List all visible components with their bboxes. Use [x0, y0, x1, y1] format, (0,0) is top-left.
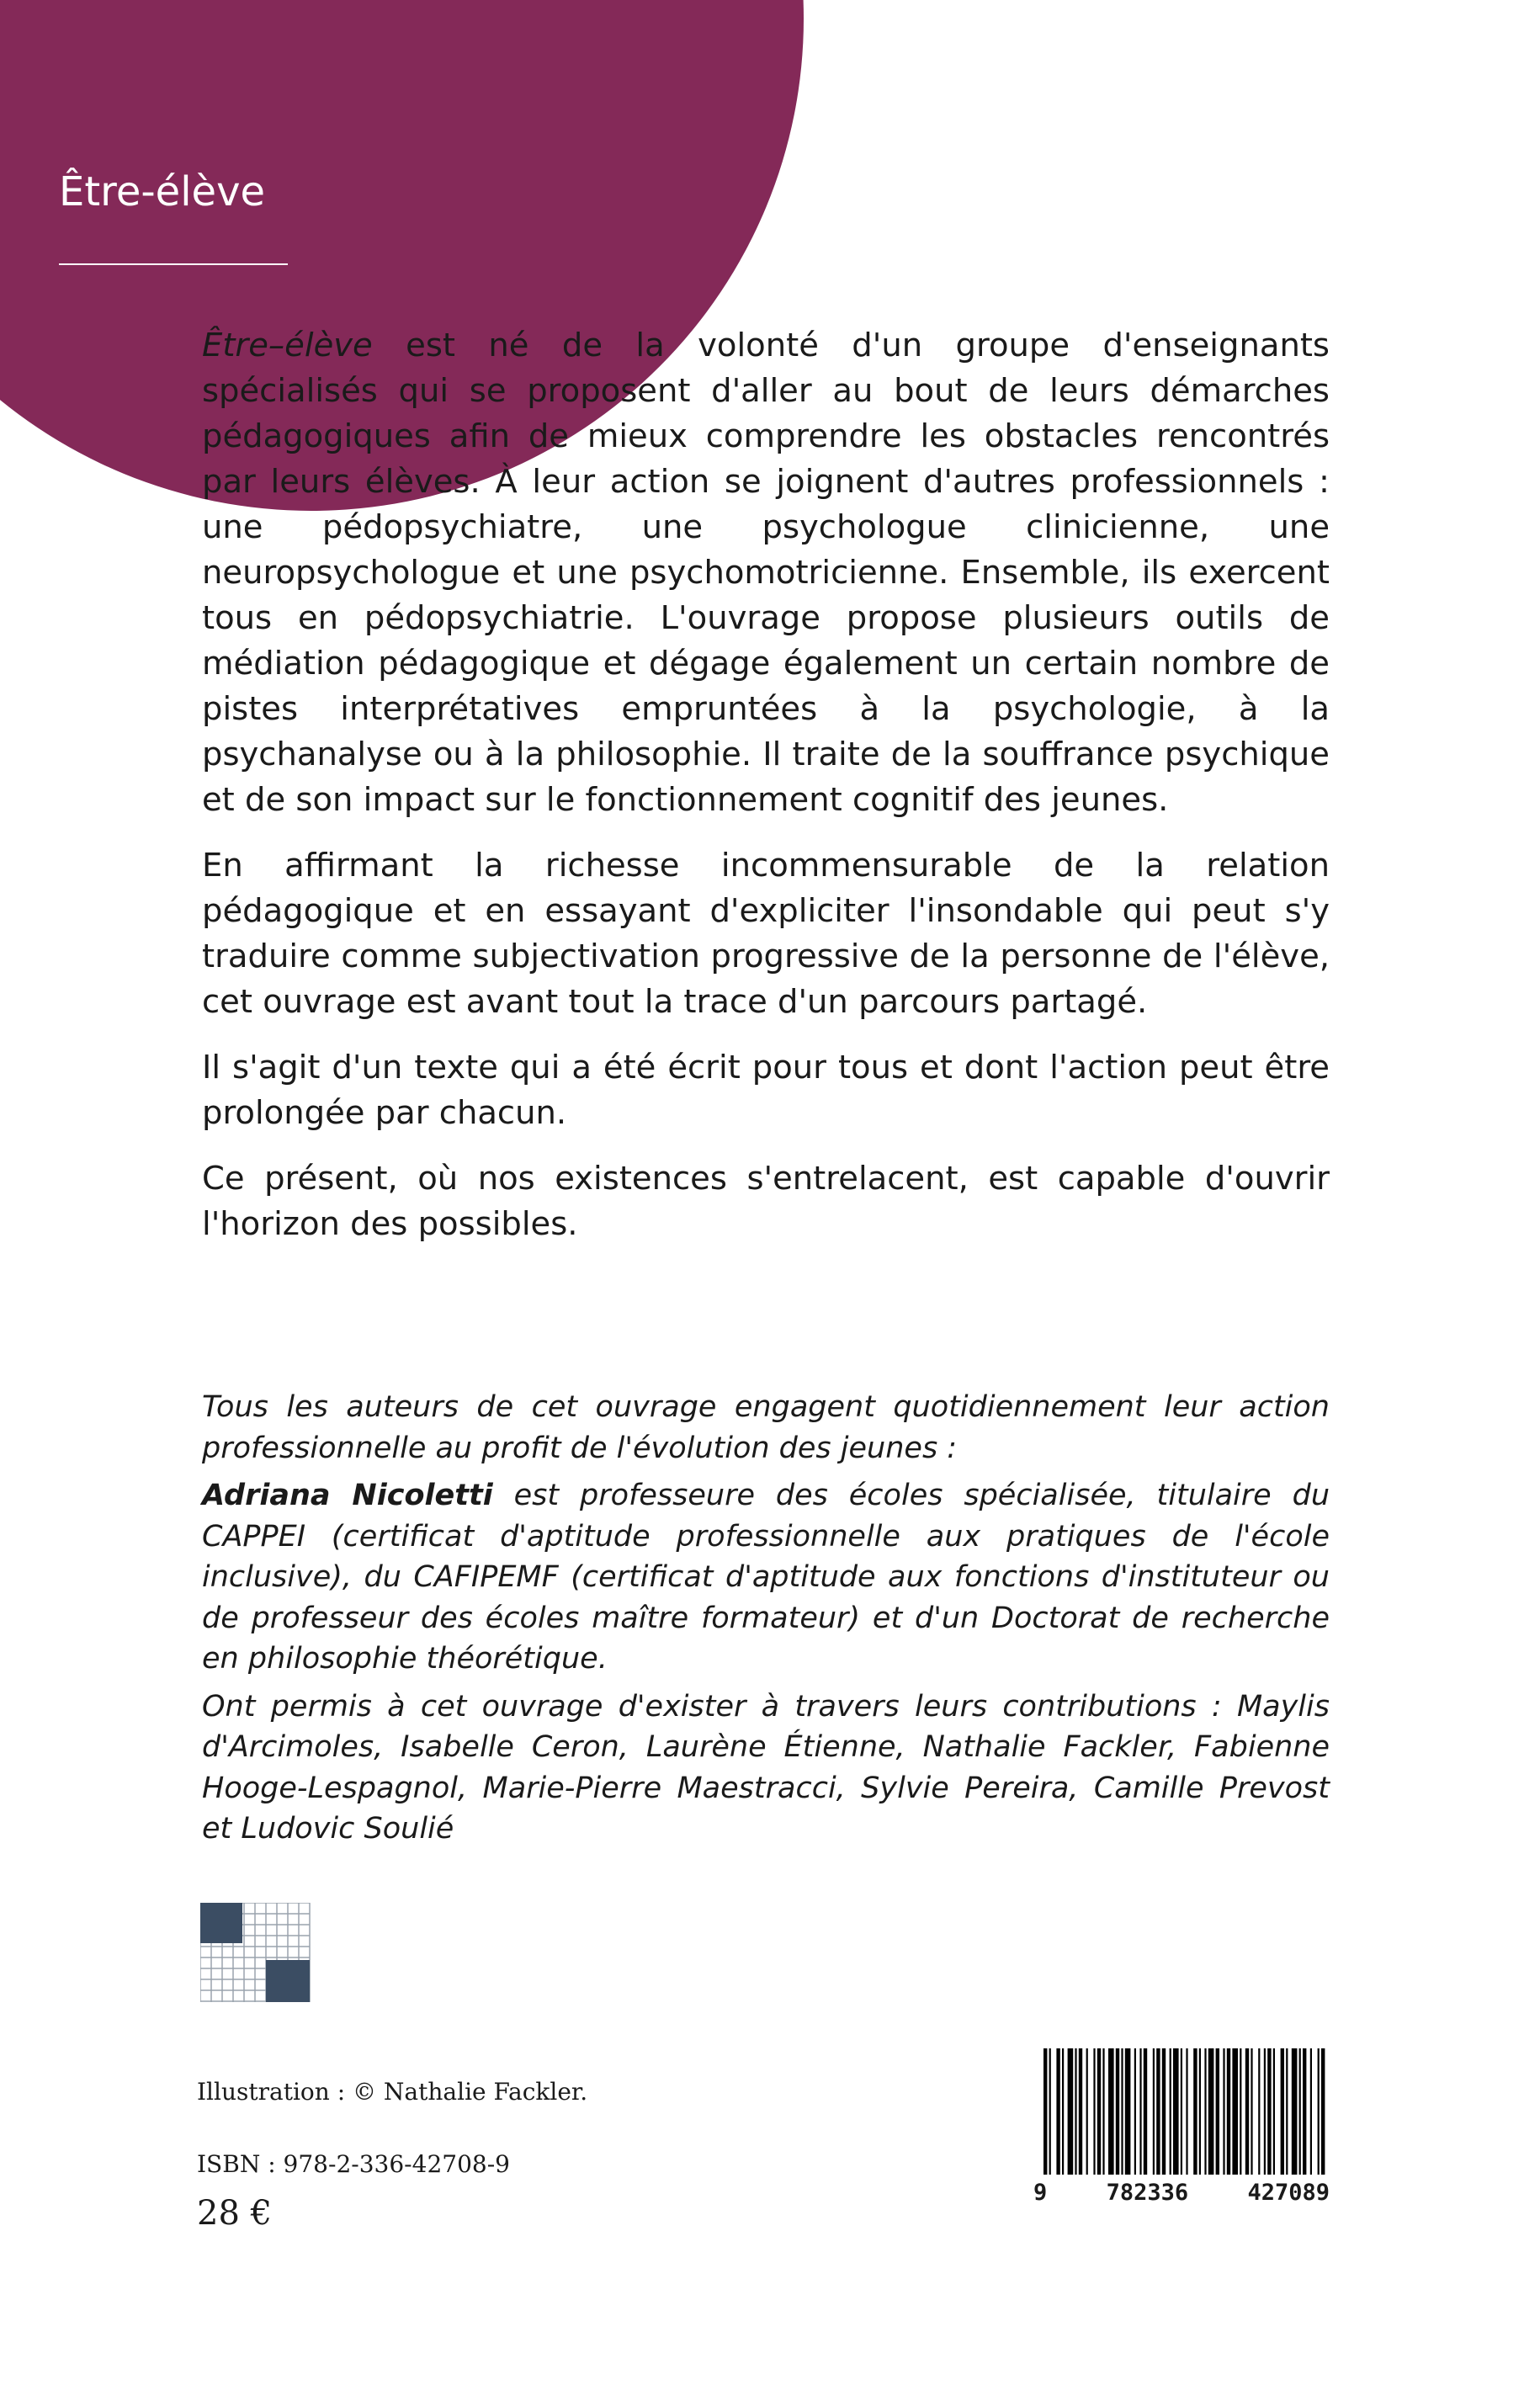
- barcode-digit-left: 782336: [1106, 2180, 1189, 2206]
- barcode-bar: [1173, 2048, 1179, 2175]
- barcode-bar: [1049, 2048, 1051, 2175]
- logo-block-bottom: [266, 1960, 310, 2002]
- barcode-bar: [1251, 2048, 1252, 2175]
- book-title: Être–élève: [202, 327, 373, 364]
- barcode-bar: [1062, 2048, 1064, 2175]
- barcode-bar: [1056, 2048, 1059, 2175]
- barcode-bar: [1321, 2048, 1325, 2175]
- blurb-paragraph-4: Ce présent, où nos existences s'entrelacent, est capable d'ouvrir l'horizon des possibles.: [202, 1160, 1330, 1243]
- barcode-bar: [1199, 2048, 1201, 2175]
- main-author-bio: [202, 1475, 1330, 1680]
- barcode-bar: [1281, 2048, 1284, 2175]
- barcode-bar: [1139, 2048, 1141, 2175]
- barcode-bar: [1193, 2048, 1197, 2175]
- barcode-bar: [1097, 2048, 1101, 2175]
- barcode-bar: [1079, 2048, 1082, 2175]
- barcode-bar: [1181, 2048, 1182, 2175]
- barcode-digit-lead: 9: [1033, 2180, 1048, 2206]
- main-author-name: Adriana Nicoletti: [202, 1479, 493, 1512]
- blurb-paragraph-2: En affirmant la richesse incommensurable de la relation pédagogique et en essayant d'expliciter l'insondable qui peut s'y traduire comme subjectivation progressive de la personne de l'élève, cet ouvrage est avant tout la trace d'un parcours partagé.: [202, 847, 1330, 1021]
- blurb-paragraph-1: [202, 323, 1330, 823]
- barcode-bar: [1144, 2048, 1147, 2175]
- barcode-bar: [1170, 2048, 1171, 2175]
- barcode-digits: [1033, 2180, 1330, 2206]
- barcode-bar: [1223, 2048, 1224, 2175]
- barcode-bar: [1068, 2048, 1074, 2175]
- barcode-bar: [1227, 2048, 1230, 2175]
- barcode-bar: [1121, 2048, 1123, 2175]
- barcode-digit-right: 427089: [1247, 2180, 1330, 2206]
- authors-intro: Tous les auteurs de cet ouvrage engagent quotidiennement leur action professionnelle au profit de l'évolution des jeunes :: [202, 1390, 1330, 1465]
- illustration-credit: Illustration : © Nathalie Fackler.: [197, 2078, 588, 2106]
- series-title: Être-élève: [59, 168, 266, 215]
- barcode-bar: [1162, 2048, 1166, 2175]
- barcode-bar: [1043, 2048, 1047, 2175]
- barcode-bar: [1318, 2048, 1320, 2175]
- barcode: [1033, 2048, 1330, 2183]
- barcode-bar: [1156, 2048, 1160, 2175]
- title-rule: [59, 263, 288, 265]
- barcode-bar: [1310, 2048, 1312, 2175]
- barcode-bar: [1208, 2048, 1214, 2175]
- main-author-description: est professeure des écoles spécialisée, titulaire du CAPPEI (certificat d'aptitude professionnelle aux pratiques de l'école inclusive), du CAFIPEMF (certificat d'aptitude aux fonctions d'instituteur ou de professeur des écoles maître formateur) et d'un Doctorat de recherche en philosophie théorétique.: [202, 1479, 1330, 1676]
- logo-block-top: [200, 1903, 242, 1943]
- barcode-bar: [1153, 2048, 1155, 2175]
- barcode-bar: [1232, 2048, 1238, 2175]
- barcode-bar: [1125, 2048, 1131, 2175]
- barcode-bar: [1093, 2048, 1095, 2175]
- price: 28 €: [197, 2194, 273, 2233]
- barcode-bar: [1264, 2048, 1266, 2175]
- publisher-grid-logo: [200, 1903, 311, 2002]
- contributors: Ont permis à cet ouvrage d'exister à travers leurs contributions : Maylis d'Arcimoles, Isabelle Ceron, Laurène Étienne, Nathalie Fackler, Fabienne Hooge-Lespagnol, Marie-Pierre Maestracci, Sylvie Pereira, Camille Prevost et Ludovic Soulié: [202, 1689, 1330, 1846]
- blurb-paragraph-3: Il s'agit d'un texte qui a été écrit pour tous et dont l'action peut être prolongée par chacun.: [202, 1049, 1330, 1132]
- barcode-bar: [1108, 2048, 1114, 2175]
- barcode-bar: [1245, 2048, 1249, 2175]
- barcode-bar: [1267, 2048, 1271, 2175]
- blurb: [202, 323, 1330, 1267]
- barcode-bar: [1216, 2048, 1219, 2175]
- barcode-bar: [1116, 2048, 1119, 2175]
- barcode-bar: [1286, 2048, 1288, 2175]
- barcode-bar: [1258, 2048, 1260, 2175]
- barcode-bar: [1273, 2048, 1275, 2175]
- barcode-bar: [1134, 2048, 1136, 2175]
- barcode-bar: [1240, 2048, 1241, 2175]
- barcode-bar: [1102, 2048, 1104, 2175]
- blurb-paragraph-1-text: est né de la volonté d'un groupe d'enseignants spécialisés qui se proposent d'aller au bout de leurs démarches pédagogiques afin de mieux comprendre les obstacles rencontrés par leurs élèves. À leur action se joignent d'autres professionnels : une pédopsychiatre, une psychologue clinicienne, une neuropsychologue et une psychomotricienne. Ensemble, ils exercent tous en pédopsychiatrie. L'ouvrage propose plusieurs outils de médiation pédagogique et dégage également un certain nombre de pistes interprétatives empruntées à la psychologie, à la psychanalyse ou à la philosophie. Il traite de la souffrance psychique et de son impact sur le fonctionnement cognitif des jeunes.: [202, 327, 1330, 819]
- barcode-bar: [1303, 2048, 1306, 2175]
- barcode-bar: [1186, 2048, 1187, 2175]
- authors-section: [202, 1387, 1330, 1856]
- barcode-bar: [1086, 2048, 1088, 2175]
- barcode-bar: [1204, 2048, 1206, 2175]
- barcode-bar: [1292, 2048, 1298, 2175]
- isbn: ISBN : 978-2-336-42708-9: [197, 2150, 510, 2178]
- barcode-bar: [1299, 2048, 1301, 2175]
- barcode-bar: [1075, 2048, 1076, 2175]
